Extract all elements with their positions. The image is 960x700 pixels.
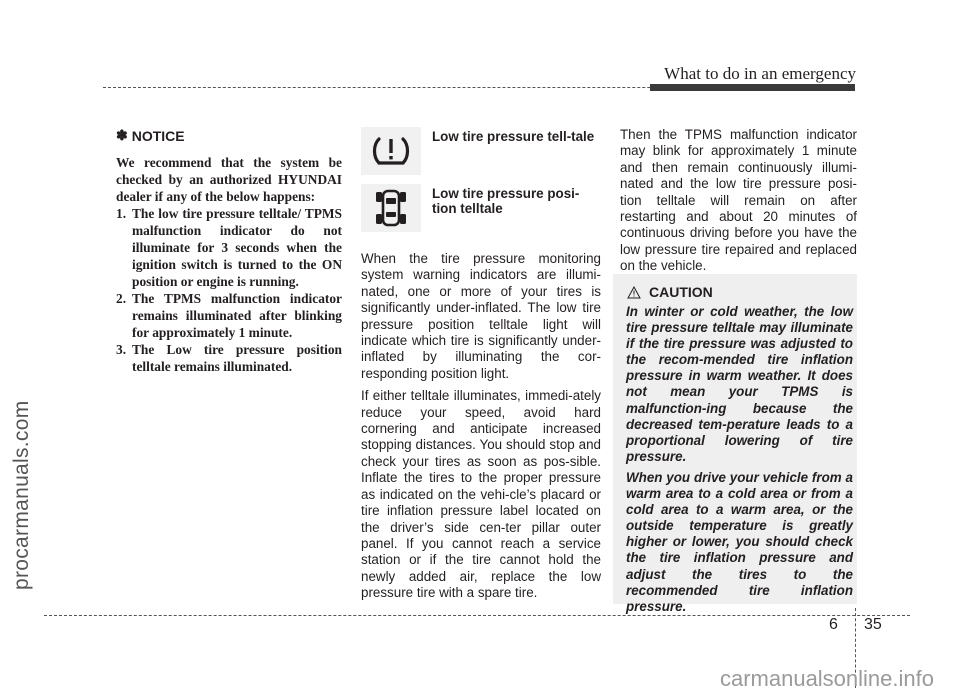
caution-paragraph: In winter or cold weather, the low tire pressure telltale may illuminate if the tire pressure was adjusted to the recom-mended tire inflation pressure in warm weather. It does not mean your TPMS is malfunction-ing because the decreased tem-perature leads to a proportional lowering of tire pressure. (626, 304, 853, 464)
notice-item-text: The low tire pressure telltale/ TPMS malfunction indicator do not illuminate for 3 seconds when the ignition switch is turned to the ON position or engine is running. (132, 206, 342, 289)
page-header-title: What to do in an emergency (664, 64, 856, 83)
notice-heading (116, 127, 342, 144)
body-paragraph: Then the TPMS malfunction indicator may blink for approximately 1 minute and then remain continuously illumi-nated and the low tire pressure posi-tion telltale will remain on after restarting and about 20 minutes of continuous driving before you have the low pressure tire repaired and replaced on the vehicle. (620, 127, 857, 274)
telltale-label: Low tire pressure tell-tale (432, 129, 595, 144)
notice-item-number: 2. (116, 291, 127, 306)
low-tire-pressure-icon (361, 127, 421, 175)
right-column (620, 127, 857, 281)
notice-section (116, 127, 342, 375)
notice-star-icon: ✽ (116, 127, 128, 143)
caution-body (626, 304, 853, 620)
caution-box (613, 274, 857, 614)
notice-title: NOTICE (131, 127, 185, 144)
body-paragraph: If either telltale illuminates, immedi-ately reduce your speed, avoid hard cornering and anticipate increased stopping distances. You should stop and check your tires as soon as pos-sible. Inflate the tires to the proper pressure as indicated on the vehi-cle’s placard or tire inflation pressure label located on the driver’s side cen-ter pillar outer panel. If you cannot reach a service station or if the tire cannot hold the newly added air, replace the low pressure tire with a spare tire. (361, 388, 601, 601)
header-bar (650, 84, 855, 91)
notice-item-text: The Low tire pressure position telltale remains illuminated. (132, 342, 342, 374)
notice-item-number: 3. (116, 342, 127, 357)
caution-heading (627, 284, 713, 300)
body-paragraph: When the tire pressure monitoring system warning indicators are illumi-nated, one or more of your tires is significantly under-inflated. The low tire pressure position telltale light will indicate which tire is significantly under-inflated by illuminating the cor-responding position light. (361, 251, 601, 381)
notice-item-text: The TPMS malfunction indicator remains illuminated after blinking for approximately 1 minute. (132, 291, 342, 340)
caution-paragraph: When you drive your vehicle from a warm area to a cold area or from a cold area to a warm area, or the outside temperature is greatly higher or lower, you should check the tire inflation pressure and adjust the tires to the recommended tire inflation pressure. (626, 469, 853, 614)
page-number: 35 (864, 616, 882, 633)
footer-divider (44, 615, 910, 616)
telltale-section (361, 127, 601, 608)
caution-title: CAUTION (649, 284, 713, 300)
notice-list (116, 205, 342, 375)
notice-item-number: 1. (116, 206, 127, 221)
side-watermark: procarmanuals.com (10, 400, 33, 590)
telltale-row (361, 184, 601, 241)
section-number: 6 (829, 616, 838, 633)
warning-triangle-icon (627, 286, 641, 299)
tire-position-icon (361, 184, 421, 232)
notice-item (116, 205, 342, 290)
notice-intro: We recommend that the system be checked by an authorized HYUNDAI dealer if any of the below happens: (116, 155, 342, 204)
bottom-watermark: carmanualsonline.info (719, 666, 934, 691)
notice-body (116, 154, 342, 375)
notice-item (116, 341, 342, 375)
notice-item (116, 290, 342, 341)
telltale-label: Low tire pressure posi-tion telltale (432, 186, 580, 216)
telltale-row (361, 127, 601, 184)
